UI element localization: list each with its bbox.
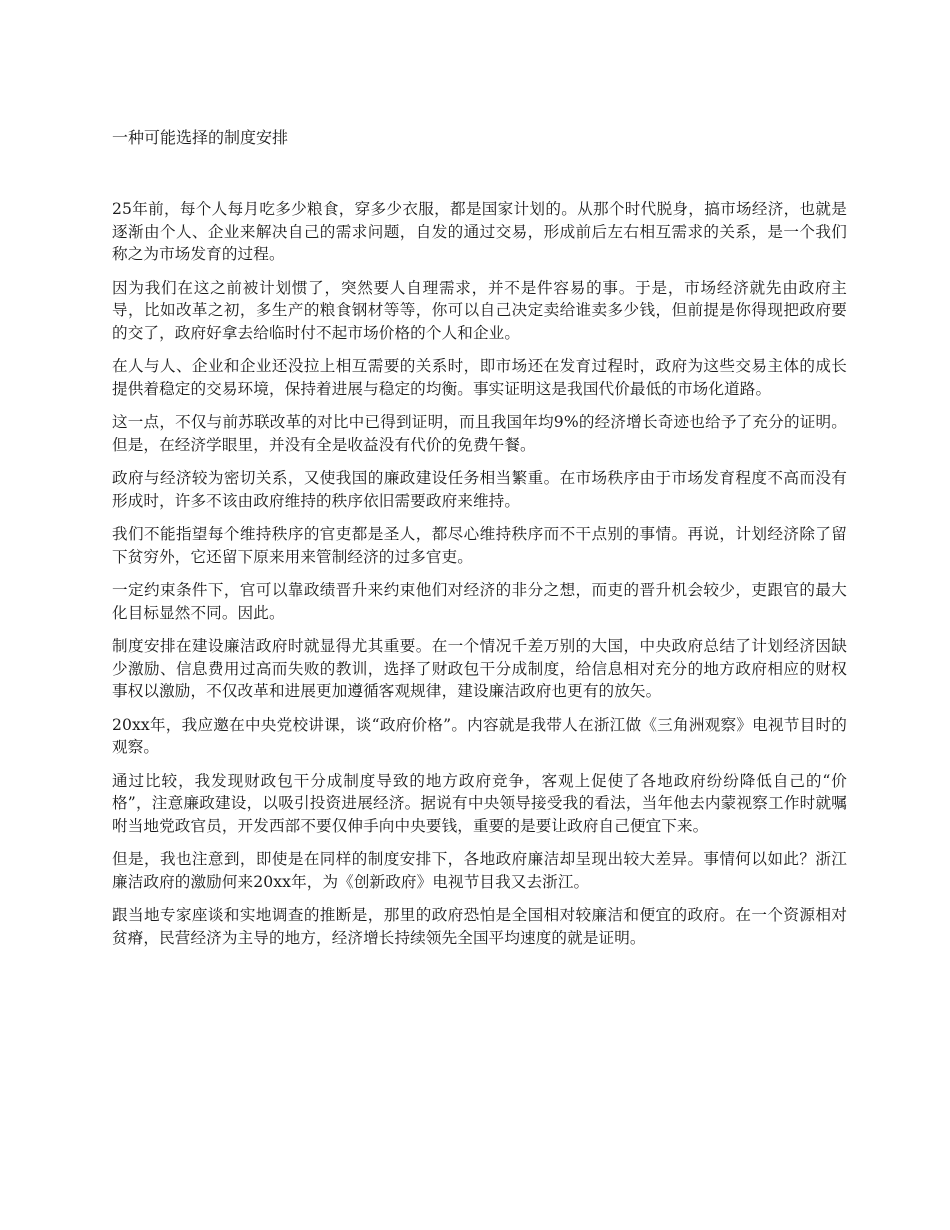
paragraph: 因为我们在这之前被计划惯了，突然要人自理需求，并不是件容易的事。于是，市场经济就先由政府主导，比如改革之初，多生产的粮食钢材等等，你可以自己决定卖给谁卖多少钱，但前提是你得现把政府要的交了，政府好拿去给临时付不起市场价格的个人和企业。 [112,278,847,342]
paragraph: 25年前，每个人每月吃多少粮食，穿多少衣服，都是国家计划的。从那个时代脱身，搞市场经济，也就是逐渐由个人、企业来解决自己的需求问题，自发的通过交易，形成前后左右相互需求的关系，是一个我们称之为市场发育的过程。 [112,200,847,263]
paragraph: 在人与人、企业和企业还没拉上相互需要的关系时，即市场还在发育过程时，政府为这些交易主体的成长提供着稳定的交易环境，保持着进展与稳定的均衡。事实证明这是我国代价最低的市场化道路。 [112,357,847,398]
paragraph: 这一点，不仅与前苏联改革的对比中已得到证明，而且我国年均9%的经济增长奇迹也给予了充分的证明。但是，在经济学眼里，并没有全是收益没有代价的免费午餐。 [112,413,847,454]
paragraph: 通过比较，我发现财政包干分成制度导致的地方政府竞争，客观上促使了各地政府纷纷降低自己的“价格”，注意廉政建设，以吸引投资进展经济。据说有中央领导接受我的看法，当年他去内蒙视察工作时就嘱咐当地党政官员，开发西部不要仅伸手向中央要钱，重要的是要让政府自己便宜下来。 [112,771,847,835]
paragraph: 制度安排在建设廉洁政府时就显得尤其重要。在一个情况千差万别的大国，中央政府总结了计划经济因缺少激励、信息费用过高而失败的教训，选择了财政包干分成制度，给信息相对充分的地方政府相应的财权事权以激励，不仅改革和进展更加遵循客观规律，建设廉洁政府也更有的放矢。 [112,637,847,700]
paragraph: 政府与经济较为密切关系，又使我国的廉政建设任务相当繁重。在市场秩序由于市场发育程度不高而没有形成时，许多不该由政府维持的秩序依旧需要政府来维持。 [112,469,847,510]
document-page [112,126,847,960]
paragraph: 20xx年，我应邀在中央党校讲课，谈“政府价格”。内容就是我带人在浙江做《三角洲观察》电视节目时的观察。 [112,715,847,756]
paragraph: 一定约束条件下，官可以靠政绩晋升来约束他们对经济的非分之想，而吏的晋升机会较少，吏跟官的最大化目标显然不同。因此。 [112,581,847,622]
paragraph: 跟当地专家座谈和实地调查的推断是，那里的政府恐怕是全国相对较廉洁和便宜的政府。在一个资源相对贫瘠，民营经济为主导的地方，经济增长持续领先全国平均速度的就是证明。 [112,906,847,947]
paragraph: 但是，我也注意到，即使是在同样的制度安排下，各地政府廉洁却呈现出较大差异。事情何以如此？浙江廉洁政府的激励何来20xx年，为《创新政府》电视节目我又去浙江。 [112,850,847,891]
paragraph: 我们不能指望每个维持秩序的官吏都是圣人，都尽心维持秩序而不干点别的事情。再说，计划经济除了留下贫穷外，它还留下原来用来管制经济的过多官吏。 [112,525,847,566]
document-title: 一种可能选择的制度安排 [112,128,289,147]
